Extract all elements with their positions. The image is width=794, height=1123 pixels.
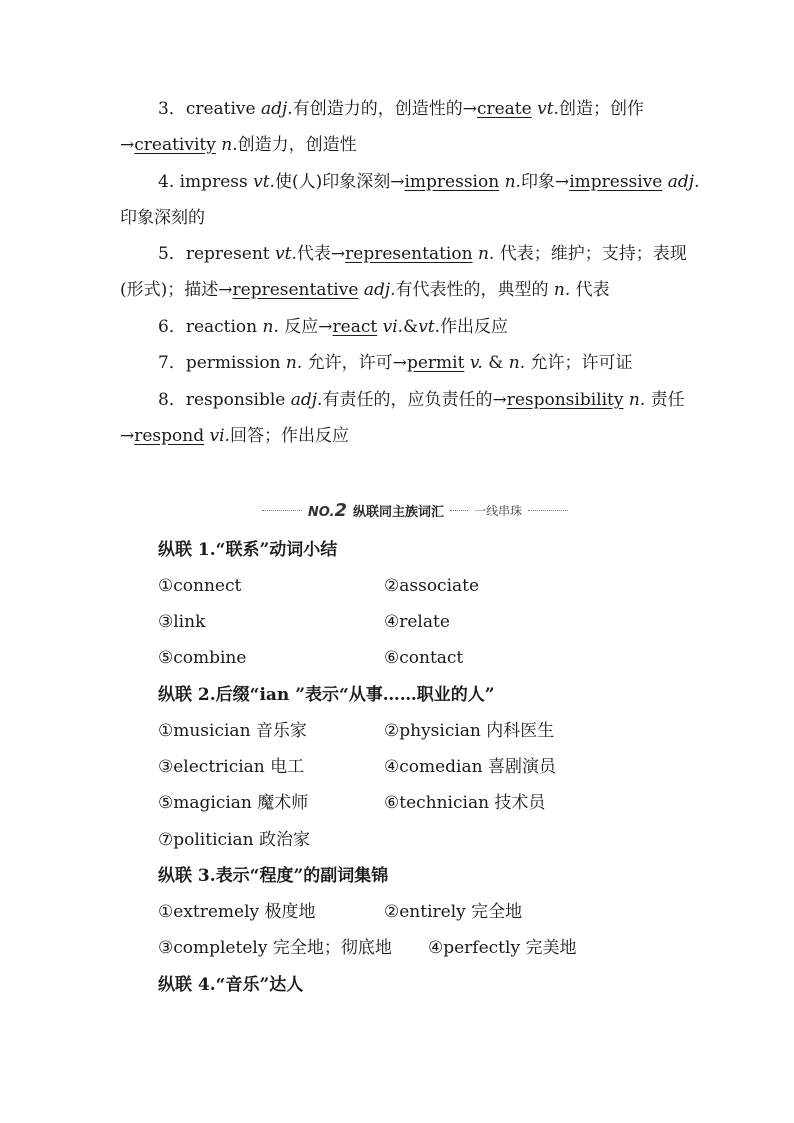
word-permission: 7．permission <box>158 353 286 373</box>
list-item: ①musician 音乐家 <box>158 721 307 741</box>
group-3-heading: 纵联 3.表示“程度”的副词集锦 <box>158 866 389 886</box>
pos-v: v. <box>469 353 483 373</box>
meaning: 创造；创作 <box>558 99 644 119</box>
section-title: 纵联同主族词汇 <box>353 504 445 520</box>
derivation-4-line1: 4. impress vt.使(人)印象深刻→impression n.印象→impressive adj. <box>158 172 700 192</box>
list-item: ④comedian 喜剧演员 <box>384 757 556 777</box>
derivation-8-line1: 8．responsible adj.有责任的，应负责任的→responsibility n. 责任 <box>158 390 685 410</box>
derivation-7-line1: 7．permission n. 允许，许可→permit v. & n. 允许；许可证 <box>158 353 633 373</box>
pos-adj: adj. <box>261 99 293 119</box>
pos-n: n. <box>628 390 646 410</box>
list-item: ①connect <box>158 576 242 596</box>
answer-respond: respond <box>134 426 205 446</box>
list-item: ③link <box>158 612 206 632</box>
pos-adj: adj. <box>363 280 396 300</box>
pos-n: n. <box>477 244 495 264</box>
list-item: ④relate <box>384 612 450 632</box>
pos-n: n. <box>504 172 521 192</box>
list-item: ②associate <box>384 576 480 596</box>
answer-responsibility: responsibility <box>506 390 624 410</box>
pos-n: n. <box>285 353 303 373</box>
pos-vt: vt. <box>418 317 441 337</box>
derivation-6-line1: 6．reaction n. 反应→react vi.&vt.作出反应 <box>158 317 509 337</box>
pos-adj: adj. <box>667 172 700 192</box>
word-represent: 5．represent <box>158 244 276 264</box>
answer-impression: impression <box>404 172 500 192</box>
derivation-5-line1: 5．represent vt.代表→representation n. 代表；维护；支持；表现 <box>158 244 687 264</box>
meaning: 创造力，创造性 <box>237 135 357 155</box>
list-item: ⑦politician 政治家 <box>158 830 310 850</box>
pos-n: n. <box>553 280 571 300</box>
word-reaction: 6．reaction <box>158 317 263 337</box>
section-subtitle: 一线串珠 <box>474 503 523 518</box>
meaning: 有创造力的，创造性的→ <box>292 99 477 119</box>
section-number: NO.2 <box>307 499 348 521</box>
derivation-3-line2: →creativity n.创造力，创造性 <box>120 135 357 155</box>
pos-adj: adj. <box>290 390 323 410</box>
list-item: ⑥contact <box>384 648 464 668</box>
pos-vt: vt. <box>537 99 559 119</box>
divider-rule-left <box>262 510 302 511</box>
list-item: ⑤combine <box>158 648 247 668</box>
derivation-8-line2: →respond vi.回答；作出反应 <box>120 426 349 446</box>
answer-create: create <box>476 99 532 119</box>
answer-representation: representation <box>345 244 473 264</box>
list-item: ③completely 完全地；彻底地 <box>158 938 392 958</box>
divider-rule-mid <box>450 510 468 511</box>
list-item: ②physician 内科医生 <box>384 721 555 741</box>
pos-vi: vi. <box>382 317 404 337</box>
list-item: ③electrician 电工 <box>158 757 305 777</box>
word-responsible: 8．responsible <box>158 390 291 410</box>
answer-react: react <box>332 317 378 337</box>
pos-vt: vt. <box>253 172 275 192</box>
pos-vi: vi. <box>209 426 230 446</box>
list-item: ②entirely 完全地 <box>384 902 523 922</box>
pos-vt: vt. <box>275 244 297 264</box>
group-2-heading: 纵联 2.后缀“ian ”表示“从事……职业的人” <box>158 685 495 705</box>
pos-n: n. <box>508 353 526 373</box>
group-1-heading: 纵联 1.“联系”动词小结 <box>158 540 338 560</box>
answer-representative: representative <box>232 280 359 300</box>
answer-permit: permit <box>406 353 465 373</box>
pos-n: n. <box>221 135 238 155</box>
answer-impressive: impressive <box>569 172 663 192</box>
pos-n: n. <box>262 317 279 337</box>
derivation-5-line2: (形式)；描述→representative adj.有代表性的，典型的 n. 代表 <box>120 280 610 300</box>
list-item: ⑥technician 技术员 <box>384 793 546 813</box>
word-impress: 4. impress <box>158 172 254 192</box>
group-4-heading: 纵联 4.“音乐”达人 <box>158 975 304 995</box>
word-creative: 3．creative <box>158 99 261 119</box>
list-item: ⑤magician 魔术师 <box>158 793 309 813</box>
list-item: ①extremely 极度地 <box>158 902 316 922</box>
derivation-4-line2: 印象深刻的 <box>120 208 205 228</box>
answer-creativity: creativity <box>134 135 216 155</box>
divider-rule-right <box>528 510 568 511</box>
list-item: ④perfectly 完美地 <box>428 938 577 958</box>
derivation-3-line1 <box>158 98 644 120</box>
section-divider <box>256 500 574 520</box>
